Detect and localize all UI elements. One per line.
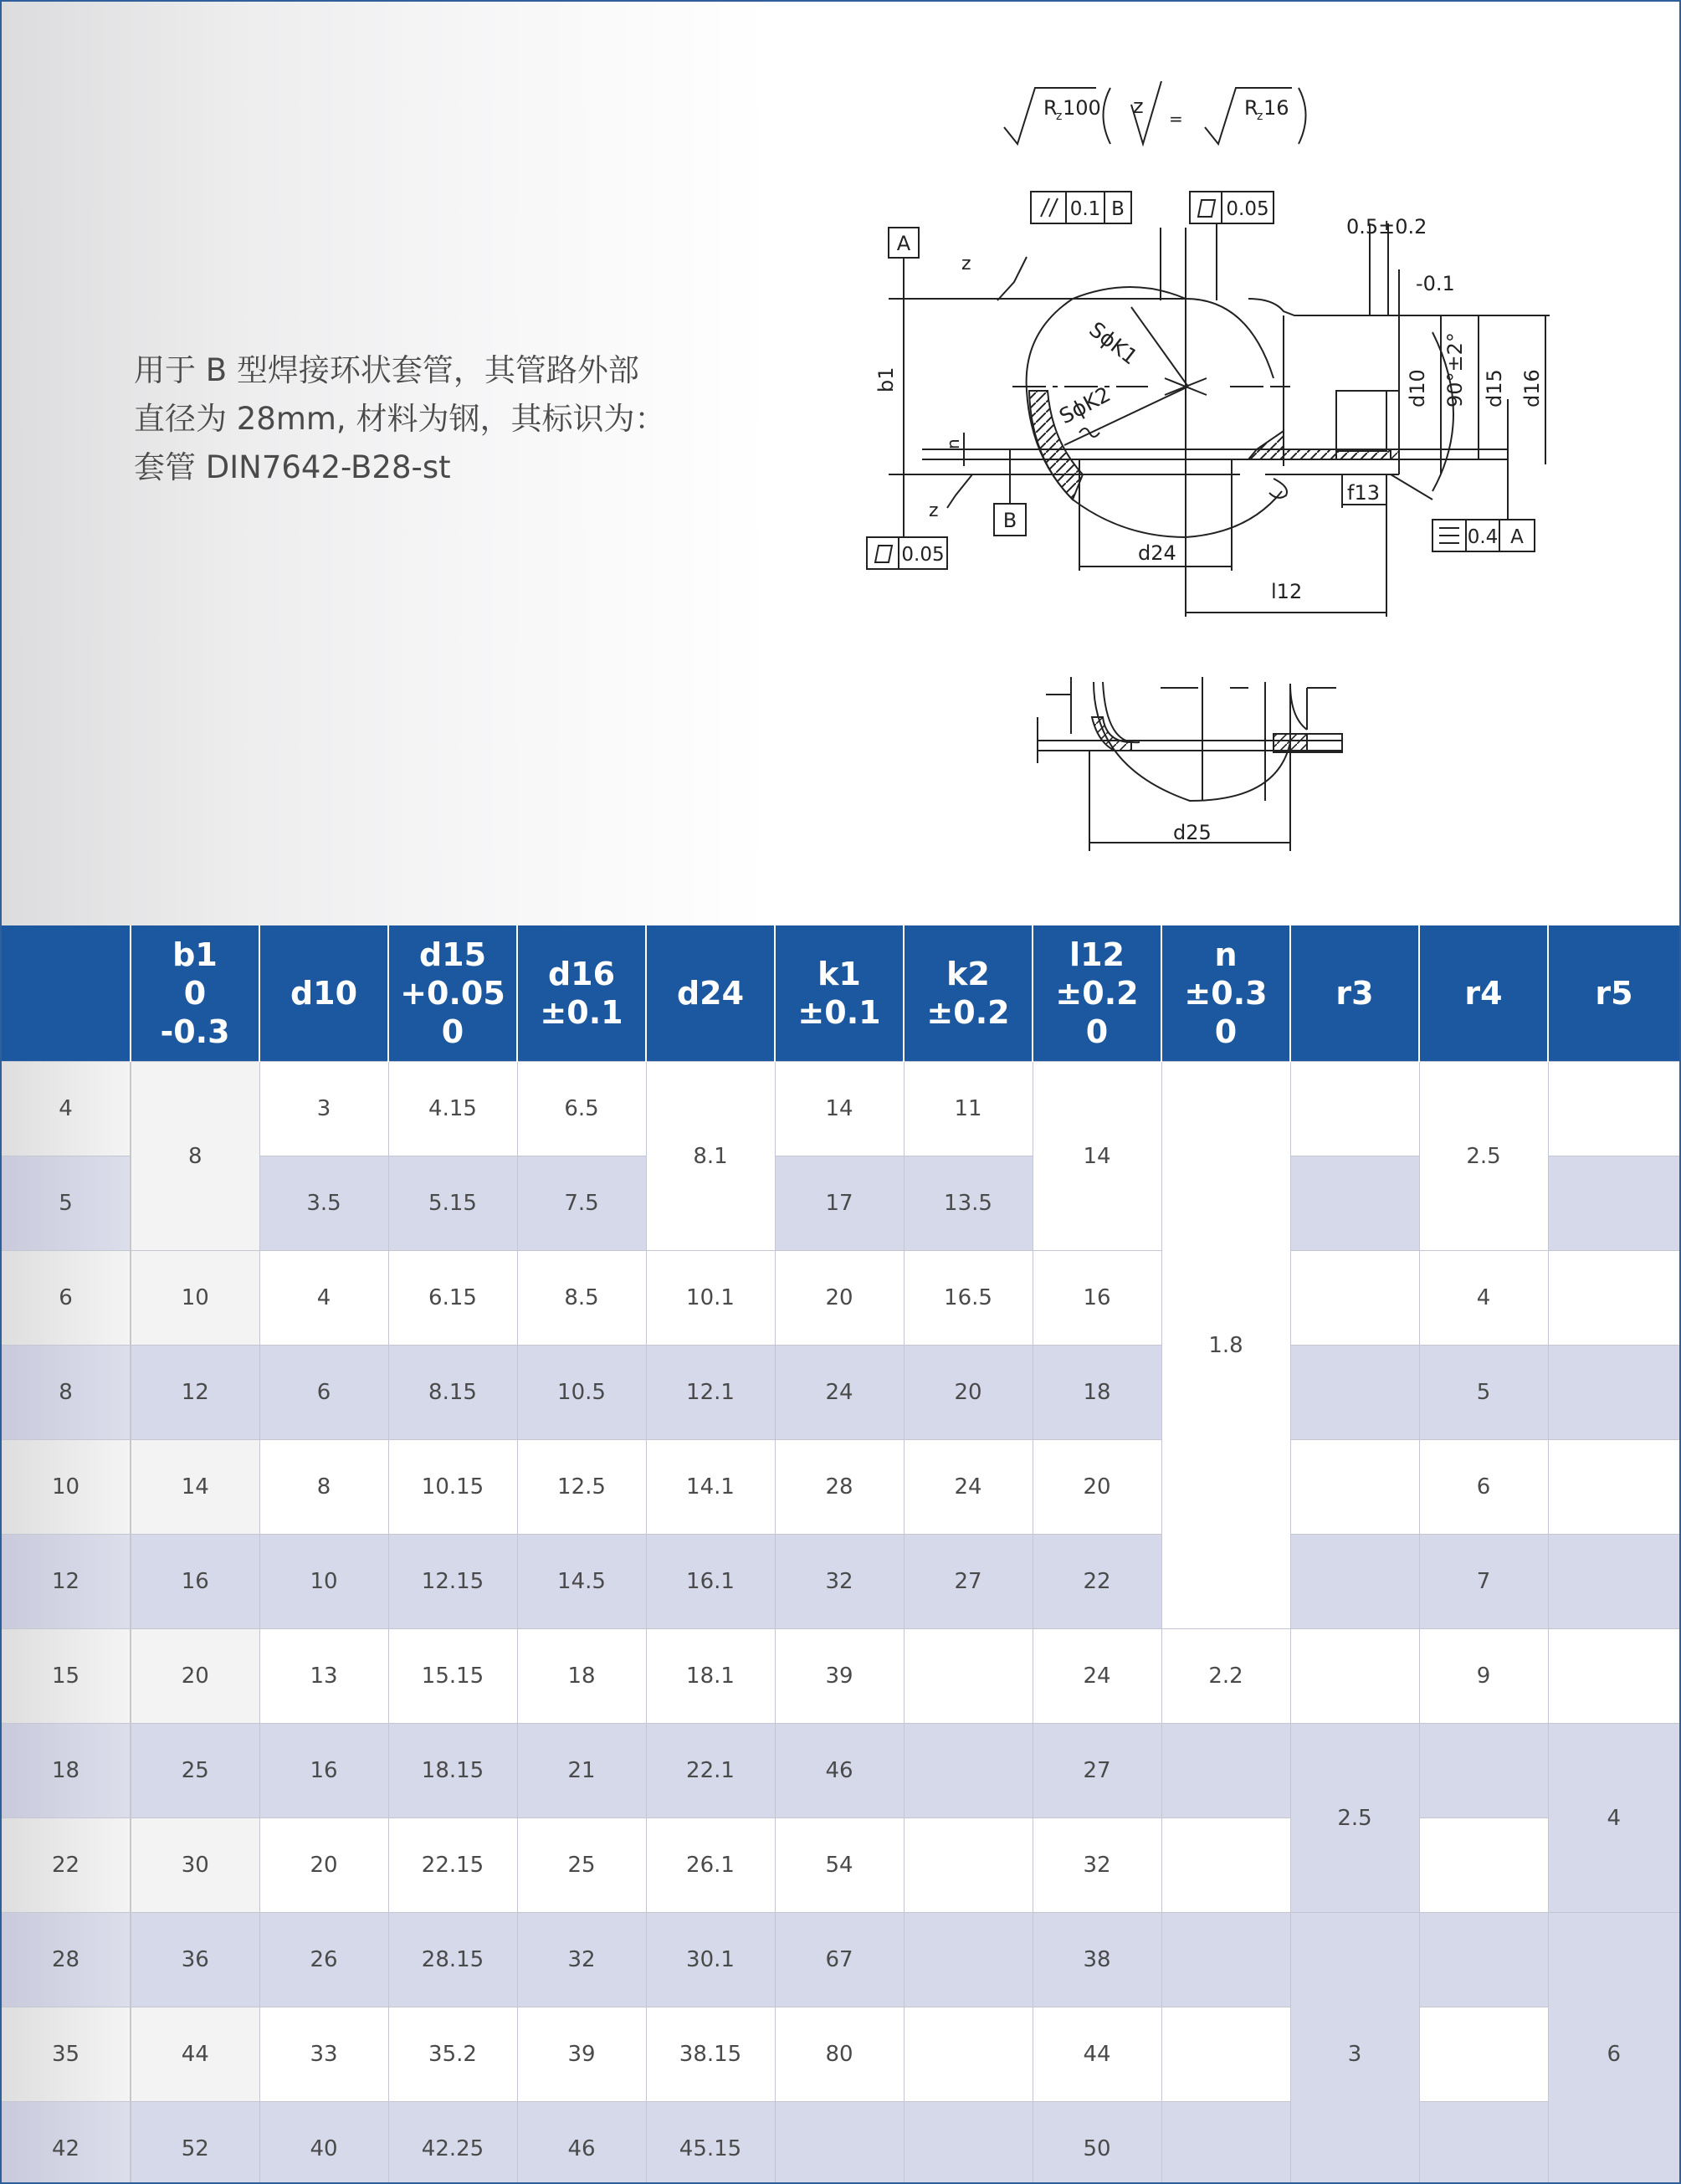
header-d24-l1: d24 xyxy=(676,975,745,1012)
cell-l12: 38 xyxy=(1033,1913,1161,2007)
cell-k1: 14 xyxy=(775,1062,904,1156)
cell-l12: 14 xyxy=(1033,1062,1161,1251)
technical-drawing xyxy=(855,81,1566,859)
cell-k2: 20 xyxy=(904,1346,1033,1440)
cell-l12: 16 xyxy=(1033,1251,1161,1346)
cell-r5 xyxy=(1548,1535,1679,1629)
table-row xyxy=(2,1440,1679,1535)
cell-d24: 14.1 xyxy=(646,1440,775,1535)
cell-d16: 18 xyxy=(517,1629,646,1724)
header-d15-l3: 0 xyxy=(441,1013,464,1050)
d16-label: d16 xyxy=(1520,369,1544,408)
n-label: n xyxy=(943,438,963,449)
cell-d10: 4 xyxy=(259,1251,388,1346)
cell-r4: 6 xyxy=(1419,1440,1548,1535)
table-row xyxy=(2,1913,1679,2007)
cell-k2 xyxy=(904,2007,1033,2102)
header-l12-l1: l12 xyxy=(1069,936,1125,973)
cell-b1: 30 xyxy=(131,1818,259,1913)
cell-d15: 10.15 xyxy=(388,1440,517,1535)
cell-d24: 38.15 xyxy=(646,2007,775,2102)
angle-label: 90°±2° xyxy=(1443,332,1467,408)
cell-size: 42 xyxy=(2,2102,131,2184)
cell-l12: 20 xyxy=(1033,1440,1161,1535)
cell-d15: 35.2 xyxy=(388,2007,517,2102)
cell-d24: 12.1 xyxy=(646,1346,775,1440)
cell-size: 12 xyxy=(2,1535,131,1629)
cell-l12: 18 xyxy=(1033,1346,1161,1440)
header-l12-l3: 0 xyxy=(1085,1013,1109,1050)
cell-k1 xyxy=(775,2102,904,2184)
cell-d24: 16.1 xyxy=(646,1535,775,1629)
cell-r4 xyxy=(1419,1913,1548,2007)
z-label-bottom: z xyxy=(929,500,939,521)
flatness-top-value: 0.05 xyxy=(1226,198,1269,220)
header-b1 xyxy=(131,925,259,1062)
cell-r4 xyxy=(1419,1818,1548,1913)
cell-d15: 8.15 xyxy=(388,1346,517,1440)
cell-k2: 13.5 xyxy=(904,1156,1033,1251)
cell-r5 xyxy=(1548,1629,1679,1724)
tol-05: 0.5±0.2 xyxy=(1346,215,1427,238)
header-r4-l1: r4 xyxy=(1464,975,1503,1012)
cell-d16: 46 xyxy=(517,2102,646,2184)
cell-n xyxy=(1161,1913,1290,2007)
rz-r-2: R xyxy=(1244,96,1258,120)
cell-r5 xyxy=(1548,1062,1679,1156)
header-r3-l1: r3 xyxy=(1335,975,1374,1012)
header-k1-l1: k1 xyxy=(817,956,861,992)
cell-d10: 33 xyxy=(259,2007,388,2102)
cell-r4 xyxy=(1419,2102,1548,2184)
cell-r4: 4 xyxy=(1419,1251,1548,1346)
header-b1-l1: b1 xyxy=(172,936,218,973)
parallel-datum: B xyxy=(1111,198,1125,220)
header-d15-l2: +0.05 xyxy=(400,975,505,1012)
k1-label: SϕK1 xyxy=(1084,316,1143,370)
cell-b1: 20 xyxy=(131,1629,259,1724)
cell-b1: 8 xyxy=(131,1062,259,1251)
cell-d16: 14.5 xyxy=(517,1535,646,1629)
cell-d10: 8 xyxy=(259,1440,388,1535)
cell-size: 28 xyxy=(2,1913,131,2007)
cell-n: 1.8 xyxy=(1161,1062,1290,1629)
cell-k1: 46 xyxy=(775,1724,904,1818)
cell-r5 xyxy=(1548,1251,1679,1346)
cell-d24: 18.1 xyxy=(646,1629,775,1724)
cell-d16: 6.5 xyxy=(517,1062,646,1156)
z-label-top: z xyxy=(961,254,971,274)
rz-sub-1: z xyxy=(1056,110,1063,123)
l12-label: l12 xyxy=(1271,580,1303,603)
table-row xyxy=(2,1346,1679,1440)
cell-d16: 39 xyxy=(517,2007,646,2102)
cell-d10: 16 xyxy=(259,1724,388,1818)
cell-b1: 10 xyxy=(131,1251,259,1346)
equals-sign: = xyxy=(1169,109,1183,129)
cell-k1: 80 xyxy=(775,2007,904,2102)
cell-size: 8 xyxy=(2,1346,131,1440)
cell-d15: 15.15 xyxy=(388,1629,517,1724)
cell-size: 10 xyxy=(2,1440,131,1535)
rz-sub-2: z xyxy=(1257,110,1263,123)
tol-minus: -0.1 xyxy=(1416,272,1455,295)
cell-k1: 20 xyxy=(775,1251,904,1346)
cell-r4 xyxy=(1419,1724,1548,1818)
cell-d24: 26.1 xyxy=(646,1818,775,1913)
header-n xyxy=(1161,925,1290,1062)
rz-r-1: R xyxy=(1043,96,1058,120)
header-k1 xyxy=(775,925,904,1062)
cell-d15: 4.15 xyxy=(388,1062,517,1156)
header-k2-l2: ±0.2 xyxy=(926,994,1010,1031)
cell-r5 xyxy=(1548,1346,1679,1440)
cell-size: 6 xyxy=(2,1251,131,1346)
cell-size: 35 xyxy=(2,2007,131,2102)
cell-r3 xyxy=(1290,1251,1419,1346)
cell-r3 xyxy=(1290,1535,1419,1629)
cell-d16: 8.5 xyxy=(517,1251,646,1346)
table-row xyxy=(2,2007,1679,2102)
cell-d24: 8.1 xyxy=(646,1062,775,1251)
cell-size: 4 xyxy=(2,1062,131,1156)
cell-r5: 4 xyxy=(1548,1724,1679,1913)
header-n-l3: 0 xyxy=(1214,1013,1238,1050)
rz-value-2: 16 xyxy=(1263,96,1289,120)
cell-k1: 67 xyxy=(775,1913,904,2007)
d10-label: d10 xyxy=(1406,369,1429,408)
sym-datum: A xyxy=(1510,526,1524,548)
cell-n: 2.2 xyxy=(1161,1629,1290,1724)
cell-l12: 27 xyxy=(1033,1724,1161,1818)
header-k1-l2: ±0.1 xyxy=(797,994,881,1031)
cell-b1: 36 xyxy=(131,1913,259,2007)
header-k2-l1: k2 xyxy=(946,956,990,992)
datum-a-label: A xyxy=(896,232,911,255)
cell-k2 xyxy=(904,1629,1033,1724)
cell-d16: 10.5 xyxy=(517,1346,646,1440)
header-size xyxy=(2,925,131,1062)
cell-r5 xyxy=(1548,1156,1679,1251)
cell-d10: 26 xyxy=(259,1913,388,2007)
table-row xyxy=(2,1818,1679,1913)
cell-k1: 24 xyxy=(775,1346,904,1440)
cell-d24: 22.1 xyxy=(646,1724,775,1818)
d25-label: d25 xyxy=(1173,821,1212,844)
cell-d16: 25 xyxy=(517,1818,646,1913)
description-line-1: 用于 B 型焊接环状套管，其管路外部 xyxy=(134,352,639,388)
cell-r3 xyxy=(1290,1440,1419,1535)
cell-l12: 22 xyxy=(1033,1535,1161,1629)
k2-label: SϕK2 xyxy=(1055,382,1115,429)
table-row xyxy=(2,1535,1679,1629)
cell-k2: 27 xyxy=(904,1535,1033,1629)
cell-d15: 12.15 xyxy=(388,1535,517,1629)
header-d24 xyxy=(646,925,775,1062)
header-d16 xyxy=(517,925,646,1062)
cell-d24: 10.1 xyxy=(646,1251,775,1346)
header-r5-l1: r5 xyxy=(1595,975,1633,1012)
d24-label: d24 xyxy=(1138,541,1176,565)
cell-k1: 32 xyxy=(775,1535,904,1629)
header-d15-l1: d15 xyxy=(418,936,487,973)
cell-d15: 28.15 xyxy=(388,1913,517,2007)
cell-d10: 3 xyxy=(259,1062,388,1156)
cell-r3: 3 xyxy=(1290,1913,1419,2184)
header-k2 xyxy=(904,925,1033,1062)
cell-k2 xyxy=(904,1724,1033,1818)
description-line-3: 套管 DIN7642-B28-st xyxy=(134,449,451,485)
cell-k2 xyxy=(904,2102,1033,2184)
cell-size: 22 xyxy=(2,1818,131,1913)
header-b1-l3: -0.3 xyxy=(160,1013,230,1050)
cell-d10: 10 xyxy=(259,1535,388,1629)
spec-table xyxy=(2,925,1679,2184)
b1-label: b1 xyxy=(874,367,898,392)
cell-r3 xyxy=(1290,1156,1419,1251)
cell-r4 xyxy=(1419,2007,1548,2102)
cell-b1: 12 xyxy=(131,1346,259,1440)
header-b1-l2: 0 xyxy=(183,975,207,1012)
table-row xyxy=(2,1251,1679,1346)
cell-k1: 39 xyxy=(775,1629,904,1724)
cell-b1: 14 xyxy=(131,1440,259,1535)
flatness-bottom-value: 0.05 xyxy=(901,544,945,566)
cell-size: 5 xyxy=(2,1156,131,1251)
cell-d10: 20 xyxy=(259,1818,388,1913)
cell-d16: 21 xyxy=(517,1724,646,1818)
cell-size: 15 xyxy=(2,1629,131,1724)
header-n-l1: n xyxy=(1214,936,1238,973)
f13-label: f13 xyxy=(1347,481,1380,505)
header-r5 xyxy=(1548,925,1679,1062)
cell-r4: 9 xyxy=(1419,1629,1548,1724)
header-l12 xyxy=(1033,925,1161,1062)
cell-r3 xyxy=(1290,1062,1419,1156)
cell-k2: 11 xyxy=(904,1062,1033,1156)
cell-l12: 32 xyxy=(1033,1818,1161,1913)
cell-l12: 44 xyxy=(1033,2007,1161,2102)
sym-value: 0.4 xyxy=(1467,526,1499,548)
cell-n xyxy=(1161,1724,1290,1818)
cell-d24: 30.1 xyxy=(646,1913,775,2007)
header-l12-l2: ±0.2 xyxy=(1055,975,1139,1012)
header-d15 xyxy=(388,925,517,1062)
cell-d15: 6.15 xyxy=(388,1251,517,1346)
header-d10-l1: d10 xyxy=(290,975,358,1012)
cell-k2: 24 xyxy=(904,1440,1033,1535)
table-row xyxy=(2,1629,1679,1724)
cell-b1: 16 xyxy=(131,1535,259,1629)
cell-k1: 54 xyxy=(775,1818,904,1913)
cell-d15: 18.15 xyxy=(388,1724,517,1818)
cell-n xyxy=(1161,2102,1290,2184)
cell-r4: 7 xyxy=(1419,1535,1548,1629)
header-d16-l2: ±0.1 xyxy=(540,994,623,1031)
cell-k2 xyxy=(904,1818,1033,1913)
cell-d16: 7.5 xyxy=(517,1156,646,1251)
cell-k1: 28 xyxy=(775,1440,904,1535)
cell-r5 xyxy=(1548,1440,1679,1535)
table-row xyxy=(2,2102,1679,2184)
z-symbol: z xyxy=(1133,95,1144,118)
cell-n xyxy=(1161,1818,1290,1913)
cell-n xyxy=(1161,2007,1290,2102)
header-d10 xyxy=(259,925,388,1062)
cell-r3 xyxy=(1290,1629,1419,1724)
header-d16-l1: d16 xyxy=(547,956,616,992)
cell-d15: 42.25 xyxy=(388,2102,517,2184)
cell-r4: 2.5 xyxy=(1419,1062,1548,1251)
header-r4 xyxy=(1419,925,1548,1062)
cell-d15: 22.15 xyxy=(388,1818,517,1913)
cell-d24: 45.15 xyxy=(646,2102,775,2184)
cell-d10: 3.5 xyxy=(259,1156,388,1251)
cell-d15: 5.15 xyxy=(388,1156,517,1251)
cell-size: 18 xyxy=(2,1724,131,1818)
secondary-hatch xyxy=(1092,717,1307,751)
datum-b-label: B xyxy=(1002,509,1017,532)
cell-r5: 6 xyxy=(1548,1913,1679,2184)
cell-r4: 5 xyxy=(1419,1346,1548,1440)
rz-value-1: 100 xyxy=(1063,96,1101,120)
cell-r3 xyxy=(1290,1346,1419,1440)
table-row xyxy=(2,1062,1679,1156)
cell-d16: 12.5 xyxy=(517,1440,646,1535)
cell-d16: 32 xyxy=(517,1913,646,2007)
cell-b1: 25 xyxy=(131,1724,259,1818)
cell-l12: 24 xyxy=(1033,1629,1161,1724)
cell-d10: 6 xyxy=(259,1346,388,1440)
cell-k2: 16.5 xyxy=(904,1251,1033,1346)
description-line-2: 直径为 28mm, 材料为钢，其标识为： xyxy=(134,401,666,437)
top-panel xyxy=(2,2,1679,925)
parallel-value: 0.1 xyxy=(1069,198,1101,220)
cell-d10: 40 xyxy=(259,2102,388,2184)
description-text xyxy=(134,346,720,492)
header-n-l2: ±0.3 xyxy=(1184,975,1268,1012)
header-r3 xyxy=(1290,925,1419,1062)
cell-d10: 13 xyxy=(259,1629,388,1724)
table-row xyxy=(2,1724,1679,1818)
cell-l12: 50 xyxy=(1033,2102,1161,2184)
cell-k1: 17 xyxy=(775,1156,904,1251)
d15-label: d15 xyxy=(1483,369,1506,408)
cell-b1: 44 xyxy=(131,2007,259,2102)
cell-k2 xyxy=(904,1913,1033,2007)
cell-b1: 52 xyxy=(131,2102,259,2184)
cell-r3: 2.5 xyxy=(1290,1724,1419,1913)
table-header-row xyxy=(2,925,1679,1062)
